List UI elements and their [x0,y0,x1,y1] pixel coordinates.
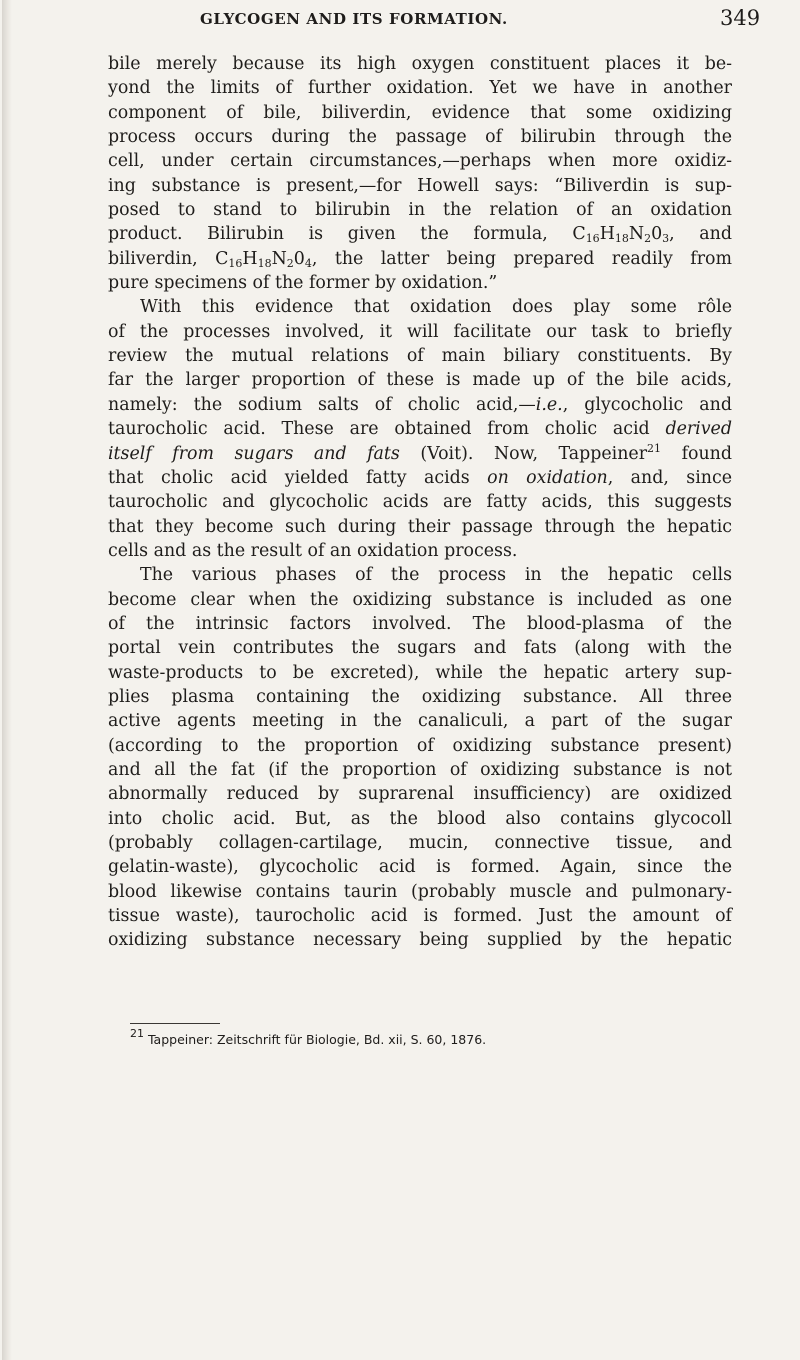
footnote-reference[interactable]: 21 [647,441,662,455]
text-line: taurocholic and glycocholic acids are fatty acids, this suggests [108,492,732,513]
bilirubin-formula: $_{16}H_{18}N_20_3$ [585,224,670,246]
page-number: 349 [720,6,761,30]
text-line: far the larger proportion of these is made up of the bile acids, [108,370,732,391]
text-line: product. Bilirubin is given the formula, $C_{16}H_{18}N_20_3$, and [108,224,732,246]
text-line: that they become such during their passage through the hepatic [108,516,732,537]
text-line: and all the fat (if the proportion of oxidizing substance is not [108,759,732,780]
text-line: pure specimens of the former by oxidation.” [108,273,498,294]
body-text [108,52,732,953]
text-line: (according to the proportion of oxidizing substance present) [108,735,732,756]
text-line: into cholic acid. But, as the blood also contains glycocoll [108,808,732,829]
text-line: ing substance is present,—for Howell says: “Biliverdin is sup- [108,175,732,196]
footnote-divider [130,1023,220,1024]
text-line: component of bile, biliverdin, evidence that some oxidizing [108,102,732,123]
text-line: taurocholic acid. These are obtained from cholic acid derived [108,419,732,440]
text-line: blood likewise contains taurin (probably muscle and pulmonary- [108,881,732,902]
running-head: GLYCOGEN AND ITS FORMATION. [200,10,508,28]
paragraph-3 [108,563,732,953]
text-line: process occurs during the passage of bilirubin through the [108,127,732,148]
biliverdin-formula: $_{16}H_{18}N_20_4$ [228,248,312,270]
text-line: that cholic acid yielded fatty acids on oxidation, and, since [108,467,732,488]
text-line: waste-products to be excreted), while the hepatic artery sup- [108,662,732,683]
text-line: tissue waste), taurocholic acid is formed. Just the amount of [108,906,732,927]
text-line: of the processes involved, it will facilitate our task to briefly [108,321,732,342]
text-line: abnormally reduced by suprarenal insufficiency) are oxidized [108,784,732,805]
text-line: of the intrinsic factors involved. The blood-plasma of the [108,613,732,634]
text-line: bile merely because its high oxygen constituent places it be- [108,54,732,74]
text-line: plies plasma containing the oxidizing substance. All three [108,686,732,707]
footnote-text: Tappeiner: Zeitschrift für Biologie, Bd. xii, S. 60, 1876. [144,1032,487,1047]
text-line: portal vein contributes the sugars and fats (along with the [108,638,732,659]
text-line: With this evidence that oxidation does play some rôle [140,297,732,318]
text-line: become clear when the oxidizing substance is included as one [108,589,732,610]
text-line: yond the limits of further oxidation. Yet we have in another [108,78,732,99]
text-line: oxidizing substance necessary being supplied by the hepatic [108,930,732,951]
text-line: review the mutual relations of main biliary constituents. By [108,346,732,367]
text-line: cell, under certain circumstances,—perhaps when more oxidiz- [108,151,732,172]
text-line: gelatin-waste), glycocholic acid is formed. Again, since the [108,857,732,878]
text-line: The various phases of the process in the hepatic cells [140,565,732,586]
text-line: namely: the sodium salts of cholic acid,—i.e., glycocholic and [108,394,732,415]
paragraph-2 [108,295,732,563]
page-binding-shadow [2,0,12,1360]
text-line: (probably collagen-cartilage, mucin, connective tissue, and [108,833,732,853]
text-line: cells and as the result of an oxidation process. [108,540,518,561]
paragraph-1 [108,52,732,295]
footnote [130,1027,690,1047]
footnote-marker: 21 [130,1027,144,1040]
text-line: posed to stand to bilirubin in the relation of an oxidation [108,200,732,221]
text-line: active agents meeting in the canaliculi, a part of the sugar [108,711,732,732]
text-line: itself from sugars and fats (Voit). Now, Tappeiner$^{21}$ found [108,441,733,464]
text-line: biliverdin, $C_{16}H_{18}N_20_4$, the latter being prepared readily from [108,248,732,270]
